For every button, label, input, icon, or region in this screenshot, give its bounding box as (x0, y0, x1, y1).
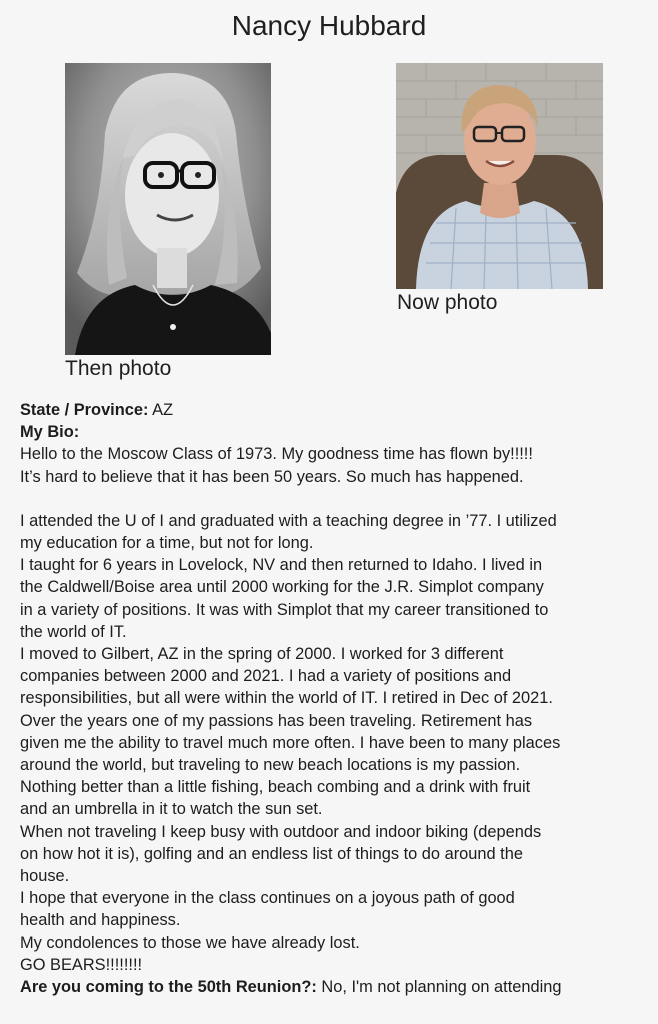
reunion-row (20, 976, 650, 998)
page-title: Nancy Hubbard (231, 10, 427, 41)
then-photo-caption: Then photo (65, 357, 172, 380)
then-photo (65, 63, 271, 355)
bio-row (20, 421, 650, 443)
bio-label: My Bio: (20, 423, 80, 442)
state-value: AZ (148, 401, 174, 419)
bio-spacer (20, 488, 650, 510)
now-portrait-image (396, 63, 603, 289)
profile-details (20, 399, 650, 998)
bio-intro: Hello to the Moscow Class of 1973. My goodness time has flown by!!!!! It’s hard to believe that it has been 50 years. So much has happened. (20, 445, 533, 486)
state-label: State / Province: (20, 401, 149, 419)
now-photo (396, 63, 603, 289)
reunion-value: No, I'm not planning on attending (316, 978, 562, 997)
state-row (20, 399, 650, 421)
reunion-label: Are you coming to the 50th Reunion?: (20, 978, 317, 997)
then-portrait-image (65, 63, 271, 355)
bio-body: I attended the U of I and graduated with a teaching degree in ’77. I utilized my education for a time, but not for long. I taught for 6 years in Lovelock, NV and then returned to Idaho. I lived in the Caldwell/Boise area until 2000 working for the J.R. Simplot company in a variety of positions. It was with Simplot that my career transitioned to the world of IT. I moved to Gilbert, AZ in the spring of 2000. I worked for 3 different companies between 2000 and 2021. I had a variety of positions and responsibilities, but all were within the world of IT. I retired in Dec of 2021. Over the years one of my passions has been traveling. Retirement has given me the ability to travel much more often. I have been to many places around the world, but traveling to new beach locations is my passion. Nothing better than a little fishing, beach combing and a drink with fruit and an umbrella in it to watch the sun set. When not traveling I keep busy with outdoor and indoor biking (depends on how hot it is), golfing and an endless list of things to do around the house. I hope that everyone in the class continues on a joyous path of good health and happiness. My condolences to those we have already lost. GO BEARS!!!!!!!! (20, 511, 561, 974)
now-photo-caption: Now photo (397, 291, 498, 314)
